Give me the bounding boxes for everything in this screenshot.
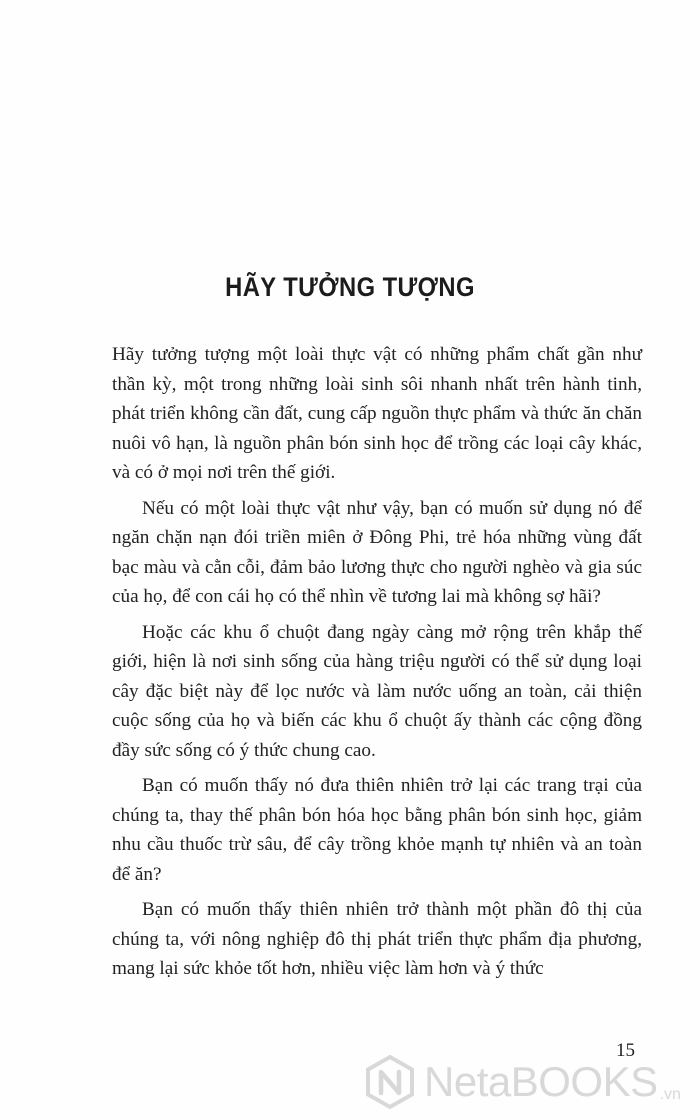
paragraph-4: Bạn có muốn thấy nó đưa thiên nhiên trở lại các trang trại của chúng ta, thay thế phân bón hóa học bằng phân bón sinh học, giảm nhu cầu thuốc trừ sâu, để cây trồng khỏe mạnh tự nhiên và an toàn để ăn?	[112, 775, 642, 885]
paragraph-1: Hãy tưởng tượng một loài thực vật có những phẩm chất gần như thần kỳ, một trong những loài sinh sôi nhanh nhất trên hành tinh, phát triển không cần đất, cung cấp nguồn thực phẩm và thức ăn chăn nuôi vô hạn, là nguồn phân bón sinh học để trồng các loại cây khác, và có ở mọi nơi trên thế giới.	[112, 344, 642, 483]
watermark-suffix: .vn	[659, 1086, 681, 1103]
watermark-brand: NetaBOOKS	[424, 1058, 658, 1105]
paragraph-5: Bạn có muốn thấy thiên nhiên trở thành một phần đô thị của chúng ta, với nông nghiệp đô thị phát triển thực phẩm địa phương, mang lại sức khỏe tốt hơn, nhiều việc làm hơn và ý thức	[112, 899, 642, 979]
paragraph-3: Hoặc các khu ổ chuột đang ngày càng mở rộng trên khắp thế giới, hiện là nơi sinh sống của hàng triệu người có thể sử dụng loại cây đặc biệt này để lọc nước và làm nước uống an toàn, cải thiện cuộc sống của họ và biến các khu ổ chuột ấy thành các cộng đồng đầy sức sống có ý thức chung cao.	[112, 621, 642, 761]
page-number: 15	[616, 1040, 635, 1061]
paragraph-2: Nếu có một loài thực vật như vậy, bạn có muốn sử dụng nó để ngăn chặn nạn đói triền miên ở Đông Phi, trẻ hóa những vùng đất bạc màu và cằn cỗi, đảm bảo lương thực cho người nghèo và gia súc của họ, để con cái họ có thể nhìn về tương lai mà không sợ hãi?	[112, 497, 642, 607]
body-text	[112, 340, 642, 990]
hexagon-n-logo-icon	[362, 1054, 418, 1110]
chapter-title: HÃY TƯỞNG TƯỢNG	[225, 272, 475, 303]
watermark	[362, 1050, 681, 1114]
